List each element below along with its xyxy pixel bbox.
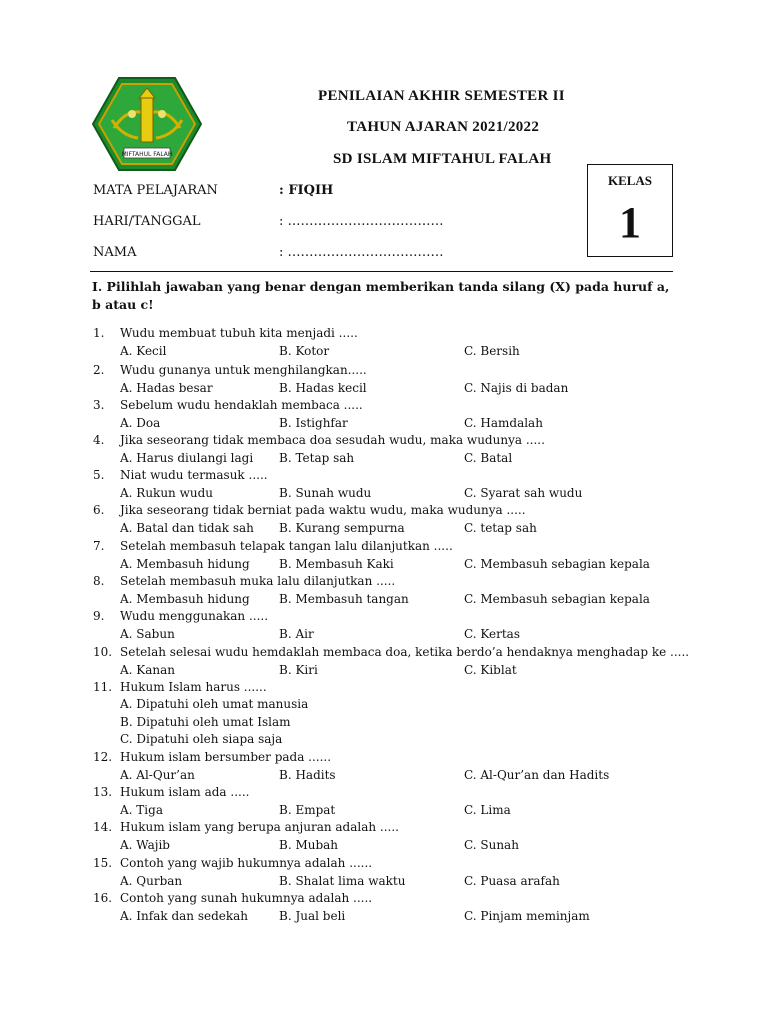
option-c[interactable]: C. Kertas <box>464 627 520 641</box>
question-number: 15. <box>93 856 113 870</box>
question-number: 1. <box>93 326 105 340</box>
subject-label: MATA PELAJARAN <box>93 183 218 198</box>
date-field[interactable]: : ……………………………… <box>279 214 444 229</box>
option-b[interactable]: B. Kurang sempurna <box>279 521 405 535</box>
question-text: Hukum islam ada ..... <box>120 785 250 799</box>
option-b[interactable]: B. Hadas kecil <box>279 381 367 395</box>
logo-emblem-icon <box>92 76 202 172</box>
option-a[interactable]: A. Membasuh hidung <box>120 557 250 571</box>
option-b[interactable]: B. Membasuh Kaki <box>279 557 394 571</box>
question-number: 2. <box>93 363 105 377</box>
option-c[interactable]: C. Syarat sah wudu <box>464 486 583 500</box>
option-c[interactable]: C. Kiblat <box>464 663 517 677</box>
option-a[interactable]: A. Infak dan sedekah <box>120 909 249 923</box>
option-c[interactable]: C. Dipatuhi oleh siapa saja <box>120 732 283 746</box>
question-number: 7. <box>93 539 105 553</box>
option-a[interactable]: A. Doa <box>120 416 161 430</box>
option-b[interactable]: B. Sunah wudu <box>279 486 372 500</box>
question-text: Wudu menggunakan ..... <box>120 609 269 623</box>
option-a[interactable]: A. Sabun <box>120 627 175 641</box>
question-text: Hukum islam bersumber pada ...... <box>120 750 332 764</box>
academic-year: TAHUN AJARAN 2021/2022 <box>347 119 540 135</box>
option-c[interactable]: C. Hamdalah <box>464 416 543 430</box>
option-a[interactable]: A. Al-Qur’an <box>120 768 195 782</box>
question-number: 13. <box>93 785 113 799</box>
svg-text:MIFTAHUL FALAH: MIFTAHUL FALAH <box>121 151 173 158</box>
question-text: Wudu gunanya untuk menghilangkan..... <box>120 363 367 377</box>
question-text: Wudu membuat tubuh kita menjadi ..... <box>120 326 358 340</box>
option-a[interactable]: A. Hadas besar <box>120 381 213 395</box>
option-a[interactable]: A. Wajib <box>120 838 170 852</box>
question-number: 3. <box>93 398 105 412</box>
option-b[interactable]: B. Kiri <box>279 663 318 677</box>
question-text: Setelah membasuh telapak tangan lalu dilanjutkan ..... <box>120 539 453 553</box>
question-text: Setelah membasuh muka lalu dilanjutkan ..... <box>120 574 396 588</box>
question-text: Jika seseorang tidak membaca doa sesudah wudu, maka wudunya ..... <box>120 433 545 447</box>
option-b[interactable]: B. Hadits <box>279 768 336 782</box>
option-b[interactable]: B. Istighfar <box>279 416 348 430</box>
option-c[interactable]: C. Bersih <box>464 344 520 358</box>
question-text: Setelah selesai wudu hemdaklah membaca doa, ketika berdo’a hendaknya menghadap ke ..... <box>120 645 690 659</box>
name-field[interactable]: : ……………………………… <box>279 245 444 260</box>
question-text: Sebelum wudu hendaklah membaca ..... <box>120 398 363 412</box>
option-c[interactable]: C. Pinjam meminjam <box>464 909 590 923</box>
school-name: SD ISLAM MIFTAHUL FALAH <box>333 151 552 167</box>
option-c[interactable]: C. Lima <box>464 803 511 817</box>
option-b[interactable]: B. Membasuh tangan <box>279 592 409 606</box>
question-number: 14. <box>93 820 113 834</box>
option-b[interactable]: B. Jual beli <box>279 909 346 923</box>
option-c[interactable]: C. Najis di badan <box>464 381 569 395</box>
option-b[interactable]: B. Tetap sah <box>279 451 355 465</box>
class-number: 1 <box>619 198 641 247</box>
option-b[interactable]: B. Dipatuhi oleh umat Islam <box>120 715 291 729</box>
name-label: NAMA <box>93 245 137 260</box>
option-a[interactable]: A. Membasuh hidung <box>120 592 250 606</box>
option-a[interactable]: A. Kecil <box>120 344 167 358</box>
option-b[interactable]: B. Empat <box>279 803 336 817</box>
question-number: 4. <box>93 433 105 447</box>
class-box <box>587 164 673 257</box>
question-number: 12. <box>93 750 113 764</box>
question-number: 16. <box>93 891 113 905</box>
option-a[interactable]: A. Kanan <box>120 663 176 677</box>
question-text: Niat wudu termasuk ..... <box>120 468 268 482</box>
option-b[interactable]: B. Mubah <box>279 838 339 852</box>
question-text: Contoh yang sunah hukumnya adalah ..... <box>120 891 373 905</box>
question-number: 11. <box>93 680 113 694</box>
subject-value: : FIQIH <box>279 183 334 198</box>
option-a[interactable]: A. Qurban <box>120 874 183 888</box>
option-c[interactable]: C. Membasuh sebagian kepala <box>464 592 650 606</box>
option-b[interactable]: B. Air <box>279 627 314 641</box>
option-b[interactable]: B. Kotor <box>279 344 330 358</box>
option-c[interactable]: C. Puasa arafah <box>464 874 560 888</box>
option-a[interactable]: A. Batal dan tidak sah <box>120 521 254 535</box>
option-c[interactable]: C. Sunah <box>464 838 519 852</box>
option-c[interactable]: C. Membasuh sebagian kepala <box>464 557 650 571</box>
class-label: KELAS <box>607 173 653 188</box>
option-a[interactable]: A. Harus diulangi lagi <box>120 451 254 465</box>
exam-title: PENILAIAN AKHIR SEMESTER II <box>318 88 565 104</box>
option-c[interactable]: C. Al-Qur’an dan Hadits <box>464 768 610 782</box>
question-text: Hukum Islam harus ...... <box>120 680 267 694</box>
question-text: Contoh yang wajib hukumnya adalah ...... <box>120 856 373 870</box>
question-number: 6. <box>93 503 105 517</box>
school-logo <box>92 76 202 172</box>
date-label: HARI/TANGGAL <box>93 214 201 229</box>
option-c[interactable]: C. tetap sah <box>464 521 537 535</box>
question-number: 8. <box>93 574 105 588</box>
question-number: 5. <box>93 468 105 482</box>
option-a[interactable]: A. Dipatuhi oleh umat manusia <box>120 697 309 711</box>
instruction-text: I. Pilihlah jawaban yang benar dengan memberikan tanda silang (X) pada huruf a, b atau c! <box>92 279 670 312</box>
question-text: Jika seseorang tidak berniat pada waktu wudu, maka wudunya ..... <box>120 503 526 517</box>
header-divider <box>90 271 673 272</box>
option-b[interactable]: B. Shalat lima waktu <box>279 874 406 888</box>
question-number: 9. <box>93 609 105 623</box>
question-number: 10. <box>93 645 113 659</box>
option-a[interactable]: A. Tiga <box>120 803 163 817</box>
option-c[interactable]: C. Batal <box>464 451 513 465</box>
option-a[interactable]: A. Rukun wudu <box>120 486 214 500</box>
question-text: Hukum islam yang berupa anjuran adalah ..... <box>120 820 399 834</box>
